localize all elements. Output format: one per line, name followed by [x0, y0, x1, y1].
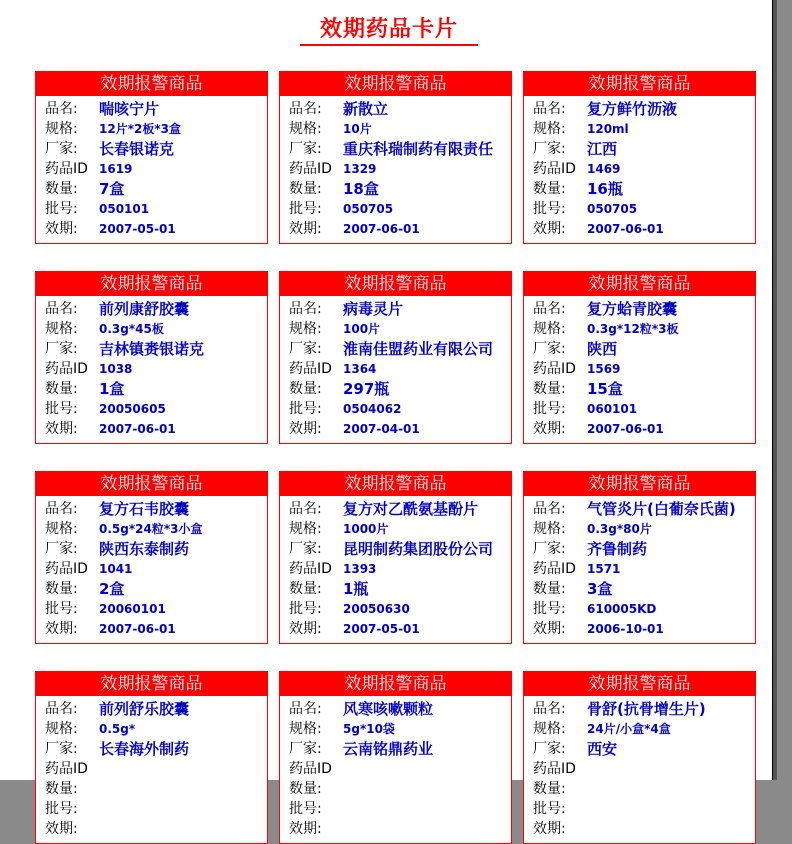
- expiry-card: [35, 71, 268, 244]
- field-label: 批号:: [533, 801, 566, 817]
- field-value: 610005KD: [587, 602, 657, 616]
- field-row-drug-id: [280, 559, 511, 579]
- field-value: 2007-06-01: [99, 622, 176, 636]
- field-row-name: [36, 699, 267, 719]
- page-title: 效期药品卡片: [300, 16, 478, 46]
- field-value: 1393: [343, 562, 377, 576]
- field-row-maker: [36, 539, 267, 559]
- field-value: 0.5g*: [99, 722, 136, 736]
- field-row-batch: [36, 599, 267, 619]
- field-value: 050705: [587, 202, 638, 216]
- field-row-qty: [524, 379, 755, 399]
- field-label: 规格:: [533, 721, 566, 737]
- field-label: 规格:: [45, 321, 78, 337]
- field-label: 厂家:: [533, 341, 566, 357]
- field-label: 药品ID: [45, 361, 88, 377]
- field-row-batch: [36, 199, 267, 219]
- field-label: 数量:: [533, 181, 566, 197]
- field-value: 18盒: [343, 180, 379, 198]
- field-value: 0.3g*80片: [587, 522, 652, 536]
- field-label: 数量:: [45, 181, 78, 197]
- field-value: 重庆科瑞制药有限责任: [343, 140, 494, 158]
- field-row-spec: [524, 719, 755, 739]
- field-label: 效期:: [45, 421, 78, 437]
- field-label: 批号:: [289, 201, 322, 217]
- field-row-spec: [280, 719, 511, 739]
- field-row-expiry: [524, 219, 755, 239]
- field-label: 厂家:: [45, 141, 78, 157]
- field-label: 厂家:: [533, 541, 566, 557]
- field-row-expiry: [280, 219, 511, 239]
- field-value: 云南铭鼎药业: [343, 740, 434, 758]
- field-value: 骨舒(抗骨增生片): [587, 700, 706, 718]
- field-row-qty: [524, 579, 755, 599]
- field-value: 2006-10-01: [587, 622, 664, 636]
- field-label: 药品ID: [45, 161, 88, 177]
- field-value: 2007-06-01: [587, 422, 664, 436]
- field-row-expiry: [280, 419, 511, 439]
- field-row-maker: [524, 339, 755, 359]
- field-label: 品名:: [533, 101, 566, 117]
- field-label: 数量:: [533, 381, 566, 397]
- field-label: 药品ID: [289, 361, 332, 377]
- field-label: 品名:: [45, 701, 78, 717]
- field-label: 药品ID: [533, 361, 576, 377]
- field-value: 新散立: [343, 100, 389, 118]
- field-label: 效期:: [533, 221, 566, 237]
- field-row-name: [524, 99, 755, 119]
- field-label: 批号:: [289, 801, 322, 817]
- field-label: 批号:: [45, 601, 78, 617]
- field-label: 规格:: [45, 121, 78, 137]
- field-value: 12片*2板*3盒: [99, 122, 181, 136]
- field-value: 吉林镇赉银诺克: [99, 340, 205, 358]
- field-row-spec: [280, 319, 511, 339]
- field-row-qty: [280, 379, 511, 399]
- field-label: 厂家:: [289, 341, 322, 357]
- field-value: 气管炎片(白葡奈氏菌): [587, 500, 736, 518]
- field-label: 数量:: [533, 581, 566, 597]
- field-row-name: [280, 499, 511, 519]
- field-label: 厂家:: [533, 141, 566, 157]
- card-header: 效期报警商品: [524, 72, 755, 96]
- field-label: 批号:: [45, 201, 78, 217]
- field-label: 品名:: [45, 501, 78, 517]
- field-label: 数量:: [289, 581, 322, 597]
- field-row-spec: [36, 119, 267, 139]
- field-label: 厂家:: [45, 341, 78, 357]
- field-row-drug-id: [524, 359, 755, 379]
- field-label: 效期:: [289, 221, 322, 237]
- field-label: 药品ID: [533, 561, 576, 577]
- field-row-drug-id: [280, 359, 511, 379]
- field-value: 24片/小盒*4盒: [587, 722, 671, 736]
- card-header: 效期报警商品: [524, 272, 755, 296]
- field-label: 效期:: [45, 221, 78, 237]
- field-label: 批号:: [289, 601, 322, 617]
- field-row-batch: [524, 799, 755, 819]
- field-row-spec: [280, 119, 511, 139]
- field-row-expiry: [280, 819, 511, 839]
- field-value: 050705: [343, 202, 394, 216]
- field-label: 批号:: [533, 401, 566, 417]
- card-header: 效期报警商品: [280, 272, 511, 296]
- field-row-spec: [36, 719, 267, 739]
- field-value: 1364: [343, 362, 377, 376]
- field-row-maker: [36, 139, 267, 159]
- field-row-maker: [280, 139, 511, 159]
- field-label: 品名:: [289, 301, 322, 317]
- field-row-batch: [280, 199, 511, 219]
- field-value: 2007-06-01: [99, 422, 176, 436]
- field-value: 1469: [587, 162, 621, 176]
- field-row-expiry: [524, 819, 755, 839]
- field-label: 批号:: [45, 401, 78, 417]
- field-value: 1瓶: [343, 580, 369, 598]
- field-label: 品名:: [45, 101, 78, 117]
- card-header: 效期报警商品: [280, 672, 511, 696]
- field-label: 药品ID: [289, 761, 332, 777]
- field-label: 药品ID: [289, 561, 332, 577]
- field-row-name: [36, 99, 267, 119]
- field-value: 喘咳宁片: [99, 100, 160, 118]
- field-row-spec: [280, 519, 511, 539]
- field-value: 15盒: [587, 380, 623, 398]
- field-row-maker: [524, 139, 755, 159]
- field-row-name: [280, 299, 511, 319]
- field-row-name: [524, 699, 755, 719]
- field-value: 陕西东泰制药: [99, 540, 190, 558]
- field-label: 数量:: [45, 581, 78, 597]
- field-value: 复方石韦胶囊: [99, 500, 190, 518]
- field-label: 规格:: [45, 521, 78, 537]
- field-row-maker: [36, 339, 267, 359]
- field-row-batch: [36, 799, 267, 819]
- field-row-maker: [280, 739, 511, 759]
- field-label: 品名:: [533, 301, 566, 317]
- expiry-card: [279, 71, 512, 244]
- field-label: 厂家:: [289, 541, 322, 557]
- field-row-drug-id: [524, 759, 755, 779]
- field-value: 西安: [587, 740, 618, 758]
- field-label: 厂家:: [45, 541, 78, 557]
- field-value: 2007-05-01: [343, 622, 420, 636]
- field-row-maker: [280, 539, 511, 559]
- field-value: 江西: [587, 140, 618, 158]
- field-label: 批号:: [533, 601, 566, 617]
- field-row-qty: [280, 779, 511, 799]
- field-label: 效期:: [289, 621, 322, 637]
- field-value: 2007-04-01: [343, 422, 420, 436]
- field-value: 5g*10袋: [343, 722, 395, 736]
- field-row-qty: [36, 579, 267, 599]
- field-label: 数量:: [289, 381, 322, 397]
- field-value: 120ml: [587, 122, 629, 136]
- expiry-card: [279, 271, 512, 444]
- expiry-card: [523, 671, 756, 844]
- field-row-spec: [36, 519, 267, 539]
- field-label: 规格:: [533, 521, 566, 537]
- field-row-expiry: [36, 219, 267, 239]
- field-row-qty: [280, 179, 511, 199]
- field-label: 效期:: [533, 821, 566, 837]
- field-row-expiry: [36, 619, 267, 639]
- field-value: 100片: [343, 322, 381, 336]
- field-row-spec: [524, 319, 755, 339]
- field-value: 长春银诺克: [99, 140, 175, 158]
- field-value: 20050605: [99, 402, 166, 416]
- field-label: 品名:: [289, 501, 322, 517]
- field-row-batch: [280, 399, 511, 419]
- field-row-name: [524, 499, 755, 519]
- field-row-name: [280, 99, 511, 119]
- field-row-expiry: [36, 419, 267, 439]
- expiry-card: [523, 71, 756, 244]
- field-label: 规格:: [289, 121, 322, 137]
- field-value: 1盒: [99, 380, 125, 398]
- field-label: 规格:: [533, 321, 566, 337]
- card-header: 效期报警商品: [524, 672, 755, 696]
- field-label: 品名:: [289, 101, 322, 117]
- field-label: 数量:: [289, 181, 322, 197]
- expiry-card: [35, 471, 268, 644]
- field-label: 效期:: [533, 421, 566, 437]
- field-row-maker: [524, 739, 755, 759]
- field-row-qty: [524, 779, 755, 799]
- field-row-batch: [524, 599, 755, 619]
- field-row-expiry: [524, 619, 755, 639]
- field-row-batch: [36, 399, 267, 419]
- field-label: 药品ID: [533, 761, 576, 777]
- field-value: 297瓶: [343, 380, 390, 398]
- field-row-drug-id: [36, 159, 267, 179]
- field-row-qty: [280, 579, 511, 599]
- field-label: 数量:: [45, 781, 78, 797]
- field-row-spec: [524, 119, 755, 139]
- field-row-expiry: [280, 619, 511, 639]
- field-row-spec: [524, 519, 755, 539]
- field-value: 复方对乙酰氨基酚片: [343, 500, 479, 518]
- field-value: 1329: [343, 162, 377, 176]
- field-label: 品名:: [289, 701, 322, 717]
- field-label: 效期:: [45, 621, 78, 637]
- field-label: 药品ID: [45, 761, 88, 777]
- field-row-name: [280, 699, 511, 719]
- field-row-drug-id: [280, 159, 511, 179]
- field-value: 病毒灵片: [343, 300, 404, 318]
- field-value: 1571: [587, 562, 621, 576]
- field-row-maker: [524, 539, 755, 559]
- field-label: 药品ID: [45, 561, 88, 577]
- field-label: 效期:: [289, 821, 322, 837]
- field-label: 批号:: [533, 201, 566, 217]
- field-label: 规格:: [533, 121, 566, 137]
- field-label: 药品ID: [533, 161, 576, 177]
- field-value: 风寒咳嗽颗粒: [343, 700, 434, 718]
- field-label: 规格:: [289, 321, 322, 337]
- card-header: 效期报警商品: [36, 472, 267, 496]
- field-label: 品名:: [45, 301, 78, 317]
- field-row-drug-id: [36, 559, 267, 579]
- field-value: 齐鲁制药: [587, 540, 648, 558]
- field-value: 2007-06-01: [343, 222, 420, 236]
- field-value: 复方鲜竹沥液: [587, 100, 678, 118]
- field-label: 效期:: [289, 421, 322, 437]
- field-label: 药品ID: [289, 161, 332, 177]
- field-row-batch: [280, 599, 511, 619]
- field-label: 厂家:: [45, 741, 78, 757]
- field-row-qty: [36, 779, 267, 799]
- field-value: 2盒: [99, 580, 125, 598]
- field-value: 陕西: [587, 340, 618, 358]
- field-label: 效期:: [533, 621, 566, 637]
- field-row-drug-id: [36, 759, 267, 779]
- field-row-expiry: [524, 419, 755, 439]
- field-row-drug-id: [280, 759, 511, 779]
- field-label: 厂家:: [289, 141, 322, 157]
- expiry-card: [523, 271, 756, 444]
- field-value: 3盒: [587, 580, 613, 598]
- field-label: 规格:: [289, 521, 322, 537]
- card-header: 效期报警商品: [36, 672, 267, 696]
- card-header: 效期报警商品: [280, 472, 511, 496]
- field-row-batch: [280, 799, 511, 819]
- field-label: 规格:: [289, 721, 322, 737]
- field-row-spec: [36, 319, 267, 339]
- field-value: 7盒: [99, 180, 125, 198]
- field-value: 0.3g*12粒*3板: [587, 322, 679, 336]
- field-value: 前列康舒胶囊: [99, 300, 190, 318]
- field-label: 规格:: [45, 721, 78, 737]
- field-value: 0.3g*45板: [99, 322, 164, 336]
- field-value: 2007-06-01: [587, 222, 664, 236]
- field-row-drug-id: [524, 559, 755, 579]
- field-label: 效期:: [45, 821, 78, 837]
- field-value: 复方蛤青胶囊: [587, 300, 678, 318]
- field-row-name: [36, 299, 267, 319]
- field-value: 2007-05-01: [99, 222, 176, 236]
- field-value: 0.5g*24粒*3小盒: [99, 522, 203, 536]
- field-value: 前列舒乐胶囊: [99, 700, 190, 718]
- field-value: 1000片: [343, 522, 389, 536]
- field-row-drug-id: [524, 159, 755, 179]
- field-label: 数量:: [533, 781, 566, 797]
- field-value: 昆明制药集团股份公司: [343, 540, 494, 558]
- expiry-card: [35, 671, 268, 844]
- field-label: 数量:: [45, 381, 78, 397]
- card-header: 效期报警商品: [524, 472, 755, 496]
- expiry-card: [35, 271, 268, 444]
- expiry-card: [279, 471, 512, 644]
- field-label: 厂家:: [289, 741, 322, 757]
- field-value: 1041: [99, 562, 133, 576]
- field-value: 050101: [99, 202, 150, 216]
- field-row-qty: [524, 179, 755, 199]
- field-value: 0504062: [343, 402, 402, 416]
- field-row-name: [36, 499, 267, 519]
- field-value: 10片: [343, 122, 372, 136]
- expiry-card: [279, 671, 512, 844]
- field-row-maker: [280, 339, 511, 359]
- field-row-qty: [36, 179, 267, 199]
- field-value: 1619: [99, 162, 133, 176]
- field-value: 1569: [587, 362, 621, 376]
- card-header: 效期报警商品: [280, 72, 511, 96]
- field-row-name: [524, 299, 755, 319]
- field-value: 淮南佳盟药业有限公司: [343, 340, 494, 358]
- field-value: 20050630: [343, 602, 410, 616]
- field-value: 16瓶: [587, 180, 623, 198]
- card-header: 效期报警商品: [36, 272, 267, 296]
- field-row-batch: [524, 399, 755, 419]
- field-label: 批号:: [45, 801, 78, 817]
- field-label: 批号:: [289, 401, 322, 417]
- field-row-qty: [36, 379, 267, 399]
- card-header: 效期报警商品: [36, 72, 267, 96]
- field-label: 厂家:: [533, 741, 566, 757]
- field-row-drug-id: [36, 359, 267, 379]
- field-label: 数量:: [289, 781, 322, 797]
- field-row-batch: [524, 199, 755, 219]
- field-label: 品名:: [533, 501, 566, 517]
- field-row-maker: [36, 739, 267, 759]
- field-value: 20060101: [99, 602, 166, 616]
- expiry-card: [523, 471, 756, 644]
- field-row-expiry: [36, 819, 267, 839]
- field-label: 品名:: [533, 701, 566, 717]
- field-value: 1038: [99, 362, 133, 376]
- field-value: 060101: [587, 402, 638, 416]
- field-value: 长春海外制药: [99, 740, 190, 758]
